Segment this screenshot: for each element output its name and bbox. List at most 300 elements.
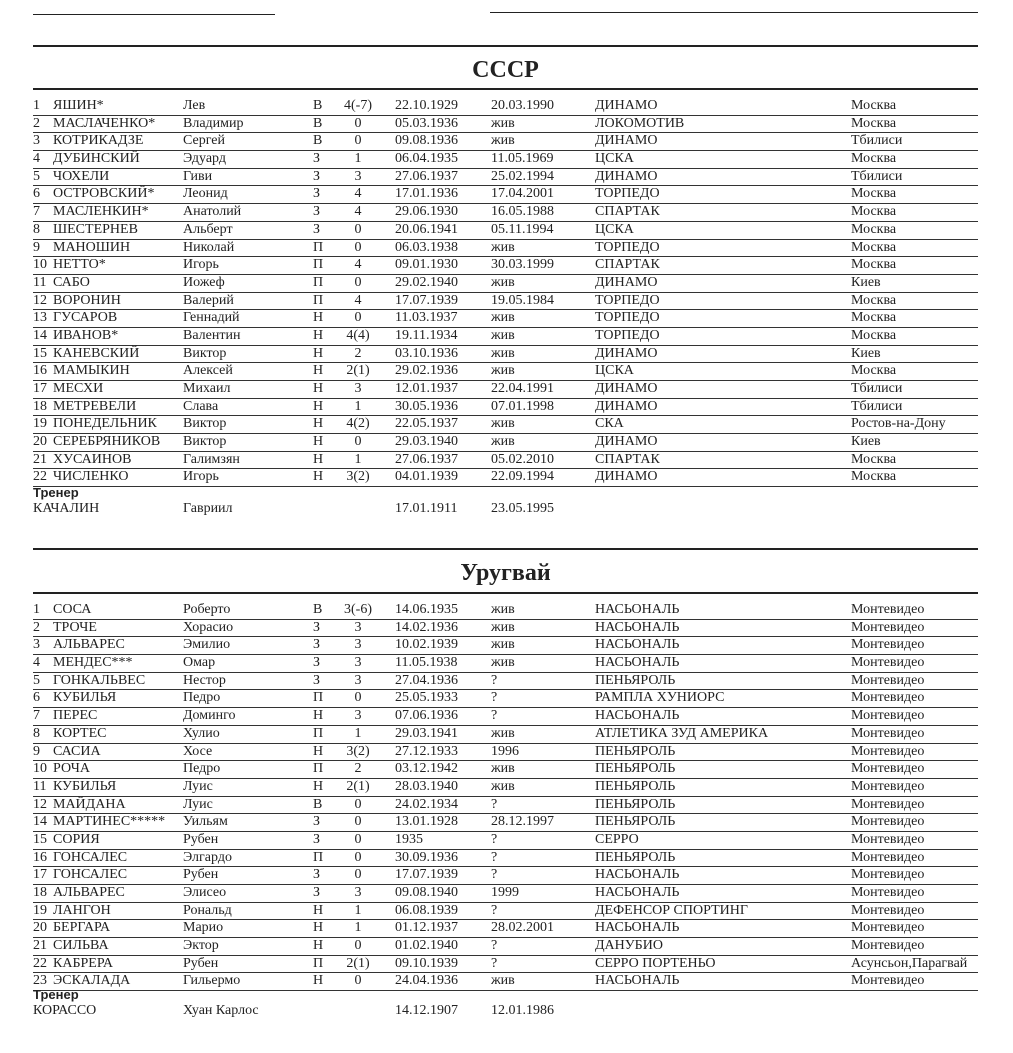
player-city: Монтевидео <box>851 602 925 617</box>
player-surname: ЧОХЕЛИ <box>53 168 110 184</box>
uruguay-title-rule <box>33 548 978 550</box>
player-position: Н <box>313 973 324 989</box>
player-position: П <box>313 955 324 971</box>
player-games: 2 <box>354 345 362 361</box>
player-number: 23 <box>33 973 47 989</box>
player-city: Монтевидео <box>851 690 925 706</box>
player-city: Монтевидео <box>851 973 925 989</box>
player-position: З <box>313 867 321 883</box>
player-row <box>33 169 978 187</box>
player-surname: СЕРЕБРЯНИКОВ <box>53 434 161 450</box>
ussr-coach-row <box>33 500 978 518</box>
player-city: Киев <box>851 345 881 361</box>
player-death-date: ? <box>491 938 498 954</box>
player-position: З <box>313 885 321 900</box>
player-death-date: 20.03.1990 <box>491 98 554 113</box>
player-first-name: Роберто <box>183 602 231 617</box>
player-first-name: Виктор <box>183 434 227 450</box>
player-row <box>33 328 978 346</box>
player-first-name: Хулио <box>183 725 220 741</box>
player-surname: ПОНЕДЕЛЬНИК <box>53 416 157 432</box>
player-birth-date: 30.09.1936 <box>395 849 458 865</box>
player-position: В <box>313 98 323 113</box>
player-city: Тбилиси <box>851 133 903 149</box>
player-first-name: Валерий <box>183 292 234 308</box>
player-death-date: 19.05.1984 <box>491 292 554 308</box>
player-row <box>33 885 978 903</box>
player-games: 1 <box>354 725 362 741</box>
player-games: 0 <box>354 434 362 450</box>
player-first-name: Луис <box>183 778 213 794</box>
player-number: 5 <box>33 672 40 688</box>
player-first-name: Алексей <box>183 363 233 379</box>
player-club: ЦСКА <box>595 221 634 237</box>
player-number: 20 <box>33 434 47 450</box>
player-surname: КУБИЛЬЯ <box>53 690 117 706</box>
player-number: 21 <box>33 451 47 467</box>
player-death-date: жив <box>491 637 515 653</box>
player-first-name: Игорь <box>183 469 219 485</box>
player-first-name: Виктор <box>183 345 227 361</box>
player-club: ДИНАМО <box>595 434 658 450</box>
uruguay-roster <box>33 602 978 991</box>
player-club: НАСЬОНАЛЬ <box>595 885 680 900</box>
player-surname: ЧИСЛЕНКО <box>53 469 129 485</box>
player-city: Москва <box>851 115 897 131</box>
player-club: ДИНАМО <box>595 98 658 113</box>
player-birth-date: 10.02.1939 <box>395 637 458 653</box>
player-position: З <box>313 672 321 688</box>
player-position: Н <box>313 469 324 485</box>
ussr-header-rule <box>33 88 978 90</box>
player-city: Москва <box>851 292 897 308</box>
player-surname: ХУСАИНОВ <box>53 451 132 467</box>
player-birth-date: 28.03.1940 <box>395 778 458 794</box>
player-row <box>33 956 978 974</box>
player-surname: САБО <box>53 274 90 290</box>
player-birth-date: 27.06.1937 <box>395 168 458 184</box>
player-position: П <box>313 761 324 777</box>
player-number: 10 <box>33 257 47 273</box>
player-birth-date: 20.06.1941 <box>395 221 458 237</box>
player-birth-date: 29.06.1930 <box>395 204 458 220</box>
ussr-coach-block <box>33 485 978 518</box>
player-first-name: Хорасио <box>183 619 234 635</box>
player-surname: ШЕСТЕРНЕВ <box>53 221 138 237</box>
player-number: 11 <box>33 778 47 794</box>
player-number: 16 <box>33 849 47 865</box>
player-row <box>33 293 978 311</box>
player-club: СКА <box>595 416 624 432</box>
player-number: 7 <box>33 708 40 724</box>
player-games: 3 <box>354 655 362 671</box>
player-number: 8 <box>33 221 40 237</box>
player-surname: ГУСАРОВ <box>53 310 118 326</box>
coach-death-date: 12.01.1986 <box>491 1003 554 1018</box>
player-row <box>33 452 978 470</box>
coach-birth-date: 14.12.1907 <box>395 1003 458 1018</box>
player-surname: АЛЬВАРЕС <box>53 637 125 653</box>
player-games: 0 <box>354 814 362 830</box>
player-position: П <box>313 725 324 741</box>
player-surname: САСИА <box>53 743 101 759</box>
player-club: ПЕНЬЯРОЛЬ <box>595 778 676 794</box>
player-games: 3 <box>354 381 362 396</box>
coach-birth-date: 17.01.1911 <box>395 501 458 516</box>
player-city: Москва <box>851 204 897 220</box>
player-position: В <box>313 133 323 149</box>
player-death-date: 22.09.1994 <box>491 469 554 485</box>
player-number: 4 <box>33 655 40 671</box>
player-surname: СОРИЯ <box>53 831 100 847</box>
player-birth-date: 27.12.1933 <box>395 743 458 759</box>
player-number: 8 <box>33 725 40 741</box>
player-surname: КАБРЕРА <box>53 955 113 971</box>
player-position: П <box>313 274 324 290</box>
ussr-roster <box>33 98 978 487</box>
player-city: Тбилиси <box>851 381 903 396</box>
player-number: 7 <box>33 204 40 220</box>
player-first-name: Луис <box>183 796 213 812</box>
player-club: СЕРРО <box>595 831 639 847</box>
player-games: 0 <box>354 849 362 865</box>
player-games: 1 <box>354 451 362 467</box>
player-city: Монтевидео <box>851 655 925 671</box>
player-club: ТОРПЕДО <box>595 292 660 308</box>
player-games: 3 <box>354 637 362 653</box>
player-row <box>33 832 978 850</box>
player-death-date: жив <box>491 115 515 131</box>
player-position: З <box>313 619 321 635</box>
player-row <box>33 204 978 222</box>
player-number: 14 <box>33 327 47 343</box>
player-number: 6 <box>33 186 40 202</box>
player-position: З <box>313 831 321 847</box>
player-position: Н <box>313 416 324 432</box>
player-games: 4(4) <box>346 327 370 343</box>
player-city: Москва <box>851 239 897 255</box>
player-number: 9 <box>33 239 40 255</box>
player-games: 0 <box>354 221 362 237</box>
player-club: ДИНАМО <box>595 381 658 396</box>
player-death-date: жив <box>491 363 515 379</box>
player-games: 3(2) <box>346 743 370 759</box>
player-birth-date: 11.03.1937 <box>395 310 458 326</box>
player-number: 19 <box>33 902 47 918</box>
player-club: СПАРТАК <box>595 204 660 220</box>
player-position: З <box>313 151 321 167</box>
player-first-name: Лев <box>183 98 206 113</box>
player-club: НАСЬОНАЛЬ <box>595 637 680 653</box>
top-rule-left <box>33 14 275 15</box>
coach-death-date: 23.05.1995 <box>491 501 554 516</box>
player-row <box>33 416 978 434</box>
player-death-date: 22.04.1991 <box>491 381 554 396</box>
player-birth-date: 14.06.1935 <box>395 602 458 617</box>
player-birth-date: 01.12.1937 <box>395 920 458 936</box>
player-number: 2 <box>33 619 40 635</box>
player-number: 21 <box>33 938 47 954</box>
player-club: ТОРПЕДО <box>595 239 660 255</box>
player-club: ЦСКА <box>595 151 634 167</box>
player-number: 3 <box>33 637 40 653</box>
player-birth-date: 1935 <box>395 831 423 847</box>
player-games: 1 <box>354 398 362 414</box>
player-position: П <box>313 690 324 706</box>
player-row <box>33 222 978 240</box>
player-number: 22 <box>33 469 47 485</box>
player-city: Монтевидео <box>851 708 925 724</box>
player-row <box>33 363 978 381</box>
player-city: Москва <box>851 363 897 379</box>
player-first-name: Элгардо <box>183 849 232 865</box>
player-surname: РОЧА <box>53 761 90 777</box>
player-games: 0 <box>354 831 362 847</box>
player-death-date: жив <box>491 778 515 794</box>
player-position: З <box>313 221 321 237</box>
player-surname: ПЕРЕС <box>53 708 98 724</box>
player-city: Монтевидео <box>851 902 925 918</box>
player-city: Москва <box>851 451 897 467</box>
player-first-name: Марио <box>183 920 224 936</box>
player-number: 10 <box>33 761 47 777</box>
player-birth-date: 29.02.1936 <box>395 363 458 379</box>
player-row <box>33 275 978 293</box>
ussr-title: СССР <box>472 57 539 83</box>
player-club: ДИНАМО <box>595 469 658 485</box>
player-city: Монтевидео <box>851 867 925 883</box>
player-club: ДИНАМО <box>595 133 658 149</box>
player-first-name: Анатолий <box>183 204 242 220</box>
player-number: 19 <box>33 416 47 432</box>
player-row <box>33 151 978 169</box>
player-city: Москва <box>851 469 897 485</box>
player-games: 3(2) <box>346 469 370 485</box>
player-birth-date: 09.08.1940 <box>395 885 458 900</box>
player-games: 0 <box>354 796 362 812</box>
player-position: Н <box>313 345 324 361</box>
player-death-date: 30.03.1999 <box>491 257 554 273</box>
player-club: ДИНАМО <box>595 274 658 290</box>
player-surname: КАНЕВСКИЙ <box>53 345 140 361</box>
player-surname: БЕРГАРА <box>53 920 111 936</box>
player-birth-date: 05.03.1936 <box>395 115 458 131</box>
player-position: П <box>313 239 324 255</box>
player-games: 0 <box>354 133 362 149</box>
player-first-name: Эктор <box>183 938 219 954</box>
player-position: П <box>313 257 324 273</box>
player-birth-date: 06.03.1938 <box>395 239 458 255</box>
player-games: 3 <box>354 619 362 635</box>
player-row <box>33 726 978 744</box>
player-position: В <box>313 796 323 812</box>
player-club: СЕРРО ПОРТЕНЬО <box>595 955 716 971</box>
player-birth-date: 22.05.1937 <box>395 416 458 432</box>
player-surname: ТРОЧЕ <box>53 619 97 635</box>
player-club: НАСЬОНАЛЬ <box>595 602 680 617</box>
player-death-date: 16.05.1988 <box>491 204 554 220</box>
player-games: 3 <box>354 168 362 184</box>
player-surname: МАНОШИН <box>53 239 131 255</box>
player-city: Монтевидео <box>851 849 925 865</box>
player-number: 13 <box>33 310 47 326</box>
player-games: 3 <box>354 672 362 688</box>
player-surname: КОРТЕС <box>53 725 107 741</box>
player-club: ДИНАМО <box>595 168 658 184</box>
player-number: 18 <box>33 885 47 900</box>
player-birth-date: 29.03.1941 <box>395 725 458 741</box>
player-row <box>33 381 978 399</box>
player-death-date: жив <box>491 602 515 617</box>
player-first-name: Валентин <box>183 327 241 343</box>
player-row <box>33 850 978 868</box>
player-games: 0 <box>354 938 362 954</box>
player-club: ПЕНЬЯРОЛЬ <box>595 761 676 777</box>
player-number: 18 <box>33 398 47 414</box>
player-city: Москва <box>851 186 897 202</box>
player-city: Асунсьон,Парагвай <box>851 955 968 971</box>
player-city: Ростов-на-Дону <box>851 416 946 432</box>
player-row <box>33 903 978 921</box>
top-rule-right <box>490 12 978 13</box>
player-birth-date: 14.02.1936 <box>395 619 458 635</box>
player-death-date: жив <box>491 310 515 326</box>
player-city: Монтевидео <box>851 619 925 635</box>
player-row <box>33 761 978 779</box>
player-death-date: жив <box>491 655 515 671</box>
player-club: ДАНУБИО <box>595 938 663 954</box>
player-club: ПЕНЬЯРОЛЬ <box>595 672 676 688</box>
player-first-name: Гиви <box>183 168 213 184</box>
player-row <box>33 186 978 204</box>
player-games: 4 <box>354 186 362 202</box>
player-death-date: 28.12.1997 <box>491 814 554 830</box>
player-birth-date: 04.01.1939 <box>395 469 458 485</box>
player-number: 17 <box>33 867 47 883</box>
player-row <box>33 620 978 638</box>
player-death-date: ? <box>491 955 498 971</box>
coach-surname: КОРАССО <box>33 1003 97 1018</box>
player-row <box>33 867 978 885</box>
player-first-name: Хосе <box>183 743 213 759</box>
player-club: НАСЬОНАЛЬ <box>595 920 680 936</box>
player-surname: ИВАНОВ* <box>53 327 119 343</box>
player-first-name: Галимзян <box>183 451 240 467</box>
player-position: З <box>313 186 321 202</box>
player-number: 3 <box>33 133 40 149</box>
player-position: П <box>313 292 324 308</box>
player-birth-date: 12.01.1937 <box>395 381 458 396</box>
player-city: Монтевидео <box>851 761 925 777</box>
player-surname: МАСЛАЧЕНКО* <box>53 115 156 131</box>
player-row <box>33 673 978 691</box>
player-row <box>33 399 978 417</box>
player-club: НАСЬОНАЛЬ <box>595 708 680 724</box>
player-games: 0 <box>354 239 362 255</box>
player-first-name: Эмилио <box>183 637 231 653</box>
player-city: Москва <box>851 310 897 326</box>
player-birth-date: 06.08.1939 <box>395 902 458 918</box>
player-club: ПЕНЬЯРОЛЬ <box>595 814 676 830</box>
player-birth-date: 19.11.1934 <box>395 327 458 343</box>
player-city: Москва <box>851 151 897 167</box>
player-number: 9 <box>33 743 40 759</box>
player-club: РАМПЛА ХУНИОРС <box>595 690 725 706</box>
player-first-name: Геннадий <box>183 310 240 326</box>
player-surname: НЕТТО* <box>53 257 106 273</box>
player-number: 22 <box>33 955 47 971</box>
player-birth-date: 01.02.1940 <box>395 938 458 954</box>
player-surname: МЕНДЕС*** <box>53 655 133 671</box>
uruguay-title: Уругвай <box>460 560 551 586</box>
player-surname: МАЙДАНА <box>53 796 126 812</box>
player-position: Н <box>313 743 324 759</box>
player-position: З <box>313 814 321 830</box>
player-club: ДЕФЕНСОР СПОРТИНГ <box>595 902 748 918</box>
player-games: 4 <box>354 292 362 308</box>
player-number: 20 <box>33 920 47 936</box>
player-club: НАСЬОНАЛЬ <box>595 973 680 989</box>
player-club: ЛОКОМОТИВ <box>595 115 685 131</box>
player-death-date: жив <box>491 434 515 450</box>
player-position: Н <box>313 310 324 326</box>
player-city: Москва <box>851 98 897 113</box>
player-row <box>33 240 978 258</box>
player-games: 3(-6) <box>344 602 372 617</box>
player-row <box>33 116 978 134</box>
player-games: 0 <box>354 274 362 290</box>
player-position: Н <box>313 381 324 396</box>
player-club: ПЕНЬЯРОЛЬ <box>595 849 676 865</box>
player-surname: МАСЛЕНКИН* <box>53 204 149 220</box>
player-city: Монтевидео <box>851 831 925 847</box>
player-position: З <box>313 637 321 653</box>
player-death-date: ? <box>491 796 498 812</box>
player-first-name: Элисео <box>183 885 227 900</box>
player-club: ПЕНЬЯРОЛЬ <box>595 796 676 812</box>
player-first-name: Владимир <box>183 115 244 131</box>
player-first-name: Эдуард <box>183 151 226 167</box>
player-death-date: жив <box>491 725 515 741</box>
player-death-date: ? <box>491 672 498 688</box>
player-death-date: 17.04.2001 <box>491 186 554 202</box>
player-games: 2 <box>354 761 362 777</box>
player-position: З <box>313 204 321 220</box>
player-death-date: ? <box>491 849 498 865</box>
player-birth-date: 17.01.1936 <box>395 186 458 202</box>
player-position: В <box>313 115 323 131</box>
player-death-date: жив <box>491 619 515 635</box>
player-city: Монтевидео <box>851 672 925 688</box>
player-birth-date: 11.05.1938 <box>395 655 458 671</box>
player-first-name: Рубен <box>183 867 219 883</box>
player-position: Н <box>313 451 324 467</box>
player-position: Н <box>313 920 324 936</box>
player-birth-date: 25.05.1933 <box>395 690 458 706</box>
player-birth-date: 29.03.1940 <box>395 434 458 450</box>
player-club: ДИНАМО <box>595 398 658 414</box>
player-death-date: 11.05.1969 <box>491 151 554 167</box>
player-row <box>33 602 978 620</box>
player-position: З <box>313 655 321 671</box>
player-club: НАСЬОНАЛЬ <box>595 655 680 671</box>
player-row <box>33 655 978 673</box>
player-birth-date: 24.04.1936 <box>395 973 458 989</box>
player-death-date: 07.01.1998 <box>491 398 554 414</box>
ussr-title-rule <box>33 45 978 47</box>
player-position: П <box>313 849 324 865</box>
player-row <box>33 744 978 762</box>
